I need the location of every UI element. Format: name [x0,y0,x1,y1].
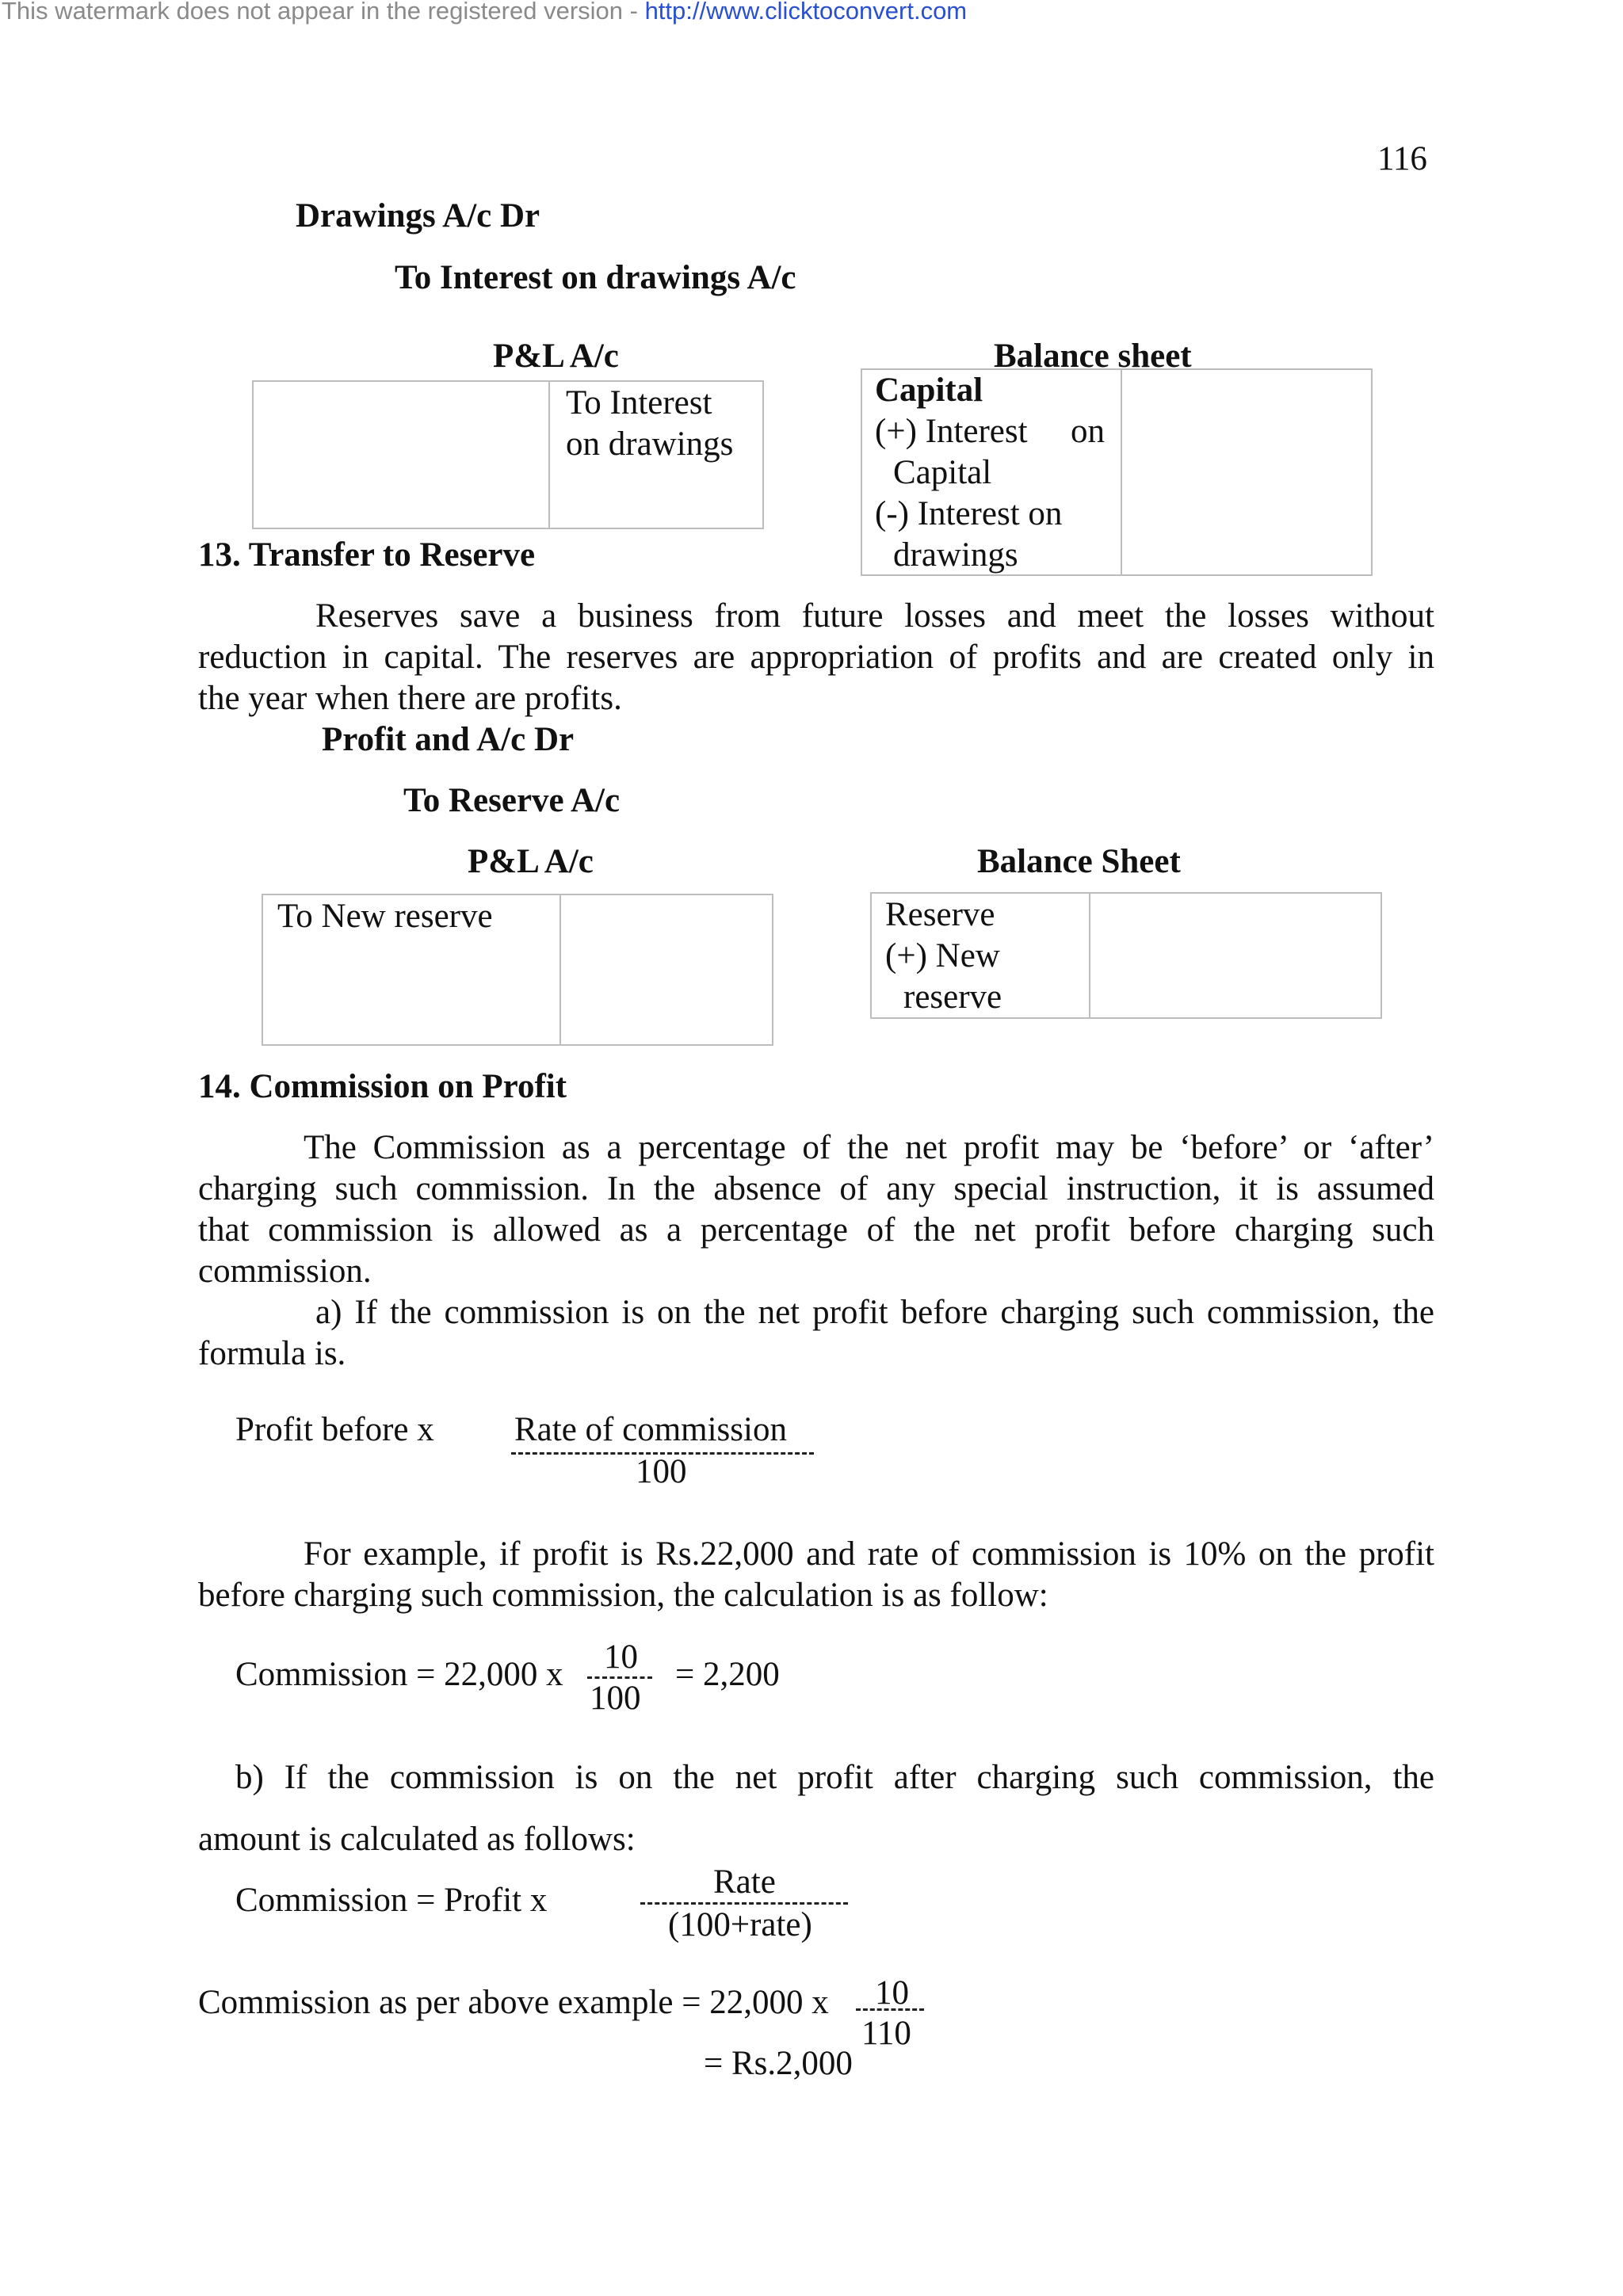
section13-debit: Profit and A/c Dr [322,721,575,758]
pl-table-1-right-line2: on drawings [566,425,734,463]
formula-a-denominator: 100 [636,1453,687,1490]
bs-table-1-line1a: (+) Interest [875,413,1028,450]
watermark-text: This watermark does not appear in the registered version - [2,0,645,25]
entry1-credit: To Interest on drawings A/c [395,259,796,296]
calc-b-fraction-line [856,2008,924,2011]
bs-table-2-title: Balance Sheet [977,843,1181,880]
section14-p2-line2: formula is. [198,1335,346,1372]
pl-table-1-right-line1: To Interest [566,384,712,421]
calc-b-numerator: 10 [875,1974,909,2012]
bs-table-1-heading: Capital [875,372,983,409]
bs-table-2-right-cell [1089,892,1382,1019]
calc-b-left: Commission as per above example = 22,000 x [198,1984,829,2021]
section14-p3-line1: For example, if profit is Rs.22,000 and rate of commission is 10% on the profit [304,1535,1434,1573]
calc-b-result: = Rs.2,000 [704,2045,853,2082]
bs-table-1-right-cell [1121,368,1373,576]
calc-b-denominator: 110 [861,2015,911,2052]
formula-a-left: Profit before x [235,1411,434,1448]
section13-para-line2: reduction in capital. The reserves are appropriation of profits and are created only in [198,639,1434,676]
section14-p1-line3: that commission is allowed as a percentage of the net profit before charging such [198,1211,1434,1249]
formula-b-numerator: Rate [713,1863,776,1901]
pl-table-1-title: P&L A/c [493,338,619,375]
formula-b-denominator: (100+rate) [668,1906,812,1943]
pl-table-2-title: P&L A/c [468,843,594,880]
bs-table-1-line2: Capital [893,454,992,491]
pl-table-1-left-cell [252,380,550,529]
section14-p3-line2: before charging such commission, the calculation is as follow: [198,1577,1048,1614]
section14-p2-line1: a) If the commission is on the net profit before charging such commission, the [315,1294,1434,1331]
section13-heading: 13. Transfer to Reserve [198,536,536,574]
pl-table-2-right-cell [559,894,773,1046]
section13-credit: To Reserve A/c [403,782,621,819]
calc-a-denominator: 100 [590,1680,641,1717]
formula-b-left: Commission = Profit x [235,1882,548,1919]
section14-p1-line4: commission. [198,1253,372,1290]
bs-table-1-line3: (-) Interest on [875,495,1063,532]
section14-heading: 14. Commission on Profit [198,1068,567,1105]
section14-p4-line1: b) If the commission is on the net profit after charging such commission, the [235,1759,1434,1796]
calc-a-left: Commission = 22,000 x [235,1656,563,1693]
watermark-link[interactable]: http://www.clicktoconvert.com [644,0,968,25]
pl-table-2-left-text: To New reserve [277,898,493,935]
section14-p1-line1: The Commission as a percentage of the net profit may be ‘before’ or ‘after’ [304,1129,1434,1166]
calc-a-numerator: 10 [604,1638,638,1676]
entry1-debit: Drawings A/c Dr [296,197,540,235]
bs-table-2-line1: Reserve [885,896,995,933]
page-number: 116 [1377,140,1427,177]
bs-table-1-line4: drawings [893,536,1018,574]
calc-a-result: = 2,200 [675,1656,780,1693]
formula-a-numerator: Rate of commission [514,1411,787,1448]
bs-table-2-line2: (+) New [885,937,1000,974]
section13-para-line1: Reserves save a business from future losses and meet the losses without [315,597,1434,635]
bs-table-1-title: Balance sheet [994,338,1192,375]
bs-table-2-line3: reserve [903,978,1002,1016]
section13-para-line3: the year when there are profits. [198,680,622,717]
section14-p1-line2: charging such commission. In the absence of any special instruction, it is assumed [198,1170,1434,1207]
bs-table-1-line1b: on [1071,413,1105,450]
watermark [2,0,967,25]
section14-p4-line2: amount is calculated as follows: [198,1821,636,1858]
